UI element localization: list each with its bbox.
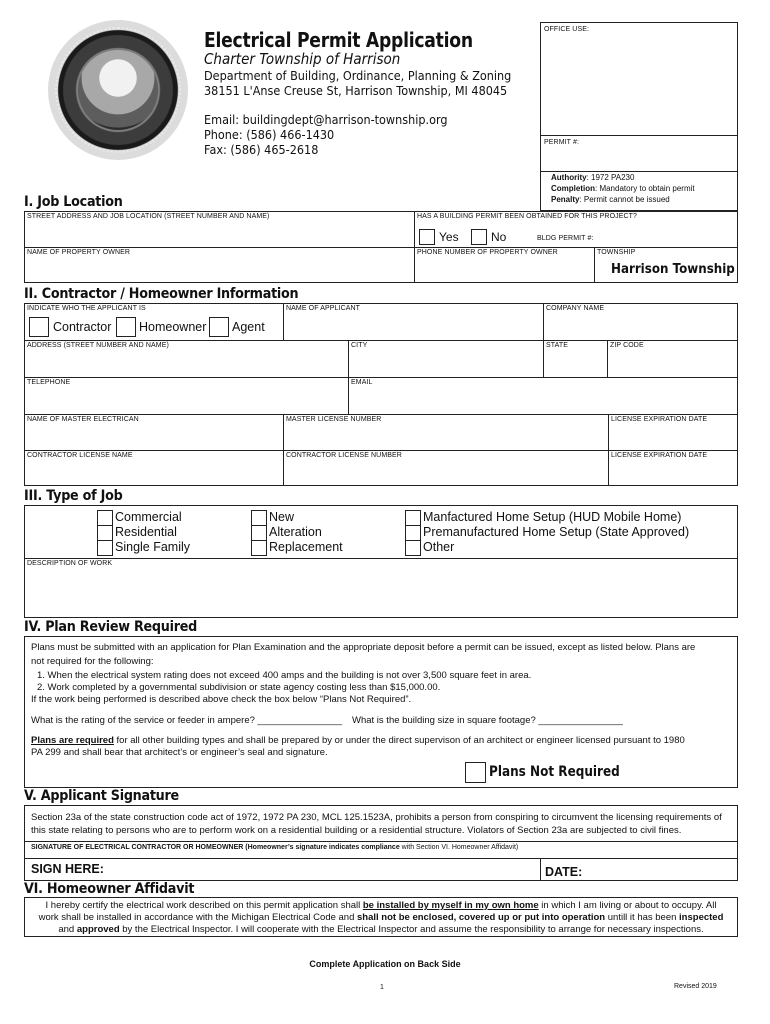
alteration-label: Alteration [269,525,322,539]
premanufactured-home-label: Premanufactured Home Setup (State Approved) [423,525,690,539]
applicant-type-label: INDICATE WHO THE APPLICANT IS [27,305,146,312]
contractor-license-number-field[interactable] [284,451,609,485]
master-electrician-field[interactable] [25,415,284,451]
owner-phone-label: PHONE NUMBER OF PROPERTY OWNER [417,249,558,256]
plan-review-para-1: Plans must be submitted with an application for Plan Examination and the appropriate deposit before a permit can be issued, except as listed below. Plans are [31,642,696,653]
yes-checkbox[interactable] [419,229,435,245]
exception-item-2: 2. Work completed by a governmental subdivision or state agency costing less than $15,000.00. [37,682,441,693]
contractor-expiration-field[interactable] [609,451,737,485]
property-owner-label: NAME OF PROPERTY OWNER [27,249,131,256]
plans-not-required-label: Plans Not Required [489,764,620,780]
section-job-location-title: I. Job Location [24,194,123,210]
permit-number-label: PERMIT #: [544,139,580,146]
replacement-checkbox[interactable] [251,540,267,556]
state-label: STATE [546,342,569,349]
master-expiration-label: LICENSE EXPIRATION DATE [611,416,708,423]
building-permit-question-label: HAS A BUILDING PERMIT BEEN OBTAINED FOR THIS PROJECT? [417,213,638,220]
commercial-checkbox[interactable] [97,510,113,526]
master-license-field[interactable] [284,415,609,451]
dept-fax: Fax: (586) 465-2618 [204,142,319,157]
contractor-checkbox[interactable] [29,317,49,337]
address-field[interactable] [25,341,349,378]
yes-label: Yes [439,230,459,244]
replacement-label: Replacement [269,540,343,554]
dept-phone: Phone: (586) 466-1430 [204,127,335,142]
single-family-checkbox[interactable] [97,540,113,556]
plan-review-box [24,636,738,788]
master-expiration-field[interactable] [609,415,737,451]
section-23a-line-2: this state relating to persons who are to perform work on a residential building or a residential structure. Violators of Section 23a are subjected to civil fines. [31,825,682,836]
bldg-permit-number-label[interactable]: BLDG PERMIT #: [537,235,594,242]
single-family-label: Single Family [115,540,191,554]
zip-field[interactable] [608,341,737,378]
sign-here-label: SIGN HERE: [31,862,104,876]
job-location-grid [24,211,738,283]
township-value: Harrison Township [611,261,735,277]
authority-line: Authority: 1972 PA230 [551,173,635,182]
authority-box [540,171,738,211]
alteration-checkbox[interactable] [251,525,267,541]
telephone-label: TELEPHONE [27,379,71,386]
dept-address: 38151 L'Anse Creuse St, Harrison Township, MI 48045 [204,83,508,98]
new-label: New [269,510,295,524]
contractor-license-name-field[interactable] [25,451,284,485]
company-name-label: COMPANY NAME [546,305,605,312]
back-side-note: Complete Application on Back Side [309,959,461,969]
affidavit-line-3: and approved by the Electrical Inspector. I will cooperate with the Electrical Inspector and assume the responsibility to arrange for necessary inspections. [58,924,704,935]
applicant-name-label: NAME OF APPLICANT [286,305,361,312]
township-field [595,248,737,282]
office-use-label: OFFICE USE: [544,26,590,33]
office-use-divider [541,135,737,136]
street-address-label: STREET ADDRESS AND JOB LOCATION (STREET NUMBER AND NAME) [27,213,270,220]
master-electrician-label: NAME OF MASTER ELECTRICAN [27,416,139,423]
no-label: No [491,230,507,244]
plans-required-line-2: PA 299 and shall bear that architect’s or engineer’s seal and signature. [31,747,328,758]
type-of-job-box [24,505,738,559]
street-address-field[interactable] [25,212,415,248]
section-type-of-job-title: III. Type of Job [24,488,123,504]
contractor-label: Contractor [53,320,112,334]
other-checkbox[interactable] [405,540,421,556]
state-field[interactable] [544,341,608,378]
building-size-question[interactable]: What is the building size in square footage? ________________ [352,715,623,726]
applicant-name-field[interactable] [284,304,544,341]
manufactured-home-checkbox[interactable] [405,510,421,526]
date-label: DATE: [545,865,583,879]
section-contractor-title: II. Contractor / Homeowner Information [24,286,299,302]
city-field[interactable] [349,341,544,378]
sign-here-field[interactable] [25,858,541,880]
service-rating-question[interactable]: What is the rating of the service or feeder in ampere? ________________ [31,715,343,726]
no-checkbox[interactable] [471,229,487,245]
affidavit-box [24,897,738,937]
address-label: ADDRESS (STREET NUMBER AND NAME) [27,342,169,349]
affidavit-line-2: work shall be installed in accordance with the Michigan Electrical Code and shall not be enclosed, covered up or put into operation untill it has been inspected [38,912,724,923]
completion-line: Completion: Mandatory to obtain permit [551,184,695,193]
residential-checkbox[interactable] [97,525,113,541]
agent-checkbox[interactable] [209,317,229,337]
telephone-field[interactable] [25,378,349,415]
other-label: Other [423,540,455,554]
commercial-label: Commercial [115,510,182,524]
affidavit-line-1: I hereby certify the electrical work described on this permit application shall be installed by myself in my own home in which I am living or about to occupy. All [45,900,717,911]
plans-not-required-checkbox[interactable] [465,762,486,783]
contractor-expiration-label: LICENSE EXPIRATION DATE [611,452,708,459]
email-field[interactable] [349,378,737,415]
company-name-field[interactable] [544,304,737,341]
city-label: CITY [351,342,368,349]
master-license-label: MASTER LICENSE NUMBER [286,416,382,423]
township-label: TOWNSHIP [597,249,636,256]
signature-box [24,805,738,881]
section-23a-line-1: Section 23a of the state construction code act of 1972, 1972 PA 230, MCL 125.1523A, prohibits a person from conspiring to circumvent the licensing requirements of [31,812,722,823]
form-title: Electrical Permit Application [204,28,473,52]
zip-label: ZIP CODE [610,342,644,349]
manufactured-home-label: Manfactured Home Setup (HUD Mobile Home) [423,510,682,524]
contractor-license-number-label: CONTRACTOR LICENSE NUMBER [286,452,402,459]
homeowner-label: Homeowner [139,320,207,334]
owner-phone-field[interactable] [415,248,595,282]
homeowner-checkbox[interactable] [116,317,136,337]
page-number: 1 [380,984,384,991]
description-of-work-field[interactable] [24,558,738,618]
dept-name: Department of Building, Ordinance, Planning & Zoning [204,68,512,83]
contractor-grid [24,303,738,486]
revised-date: Revised 2019 [674,983,717,990]
residential-label: Residential [115,525,177,539]
dept-email: Email: buildingdept@harrison-township.org [204,112,448,127]
penalty-line: Penalty: Permit cannot be issued [551,195,670,204]
building-permit-question [415,212,737,248]
new-checkbox[interactable] [251,510,267,526]
signature-caption: SIGNATURE OF ELECTRICAL CONTRACTOR OR HOMEOWNER (Homeowner’s signature indicates compliance with Section VI. Homeowner Affidavit) [31,844,519,851]
signature-divider [25,841,737,842]
email-label: EMAIL [351,379,373,386]
section-homeowner-affidavit-title: VI. Homeowner Affidavit [24,881,195,897]
contractor-license-name-label: CONTRACTOR LICENSE NAME [27,452,133,459]
township-seal-logo [48,20,188,160]
date-field[interactable] [541,858,737,880]
premanufactured-home-checkbox[interactable] [405,525,421,541]
office-use-box [540,22,738,172]
section-applicant-signature-title: V. Applicant Signature [24,788,179,804]
plan-review-para-2: If the work being performed is described above check the box below “Plans Not Required”. [31,694,412,705]
plan-review-para-1b: not required for the following: [31,656,154,667]
description-of-work-label: DESCRIPTION OF WORK [27,560,113,567]
property-owner-field[interactable] [25,248,415,282]
agent-label: Agent [232,320,265,334]
plans-required-line-1: Plans are required for all other building types and shall be prepared by or under the direct supervison of an architect or engineer licensed pursuant to 1980 [31,735,685,746]
exception-item-1: 1. When the electrical system rating does not exceed 400 amps and the building is not over 3,500 square feet in area. [37,670,532,681]
form-subtitle: Charter Township of Harrison [204,50,401,68]
section-plan-review-title: IV. Plan Review Required [24,619,198,635]
applicant-type-field [25,304,284,341]
